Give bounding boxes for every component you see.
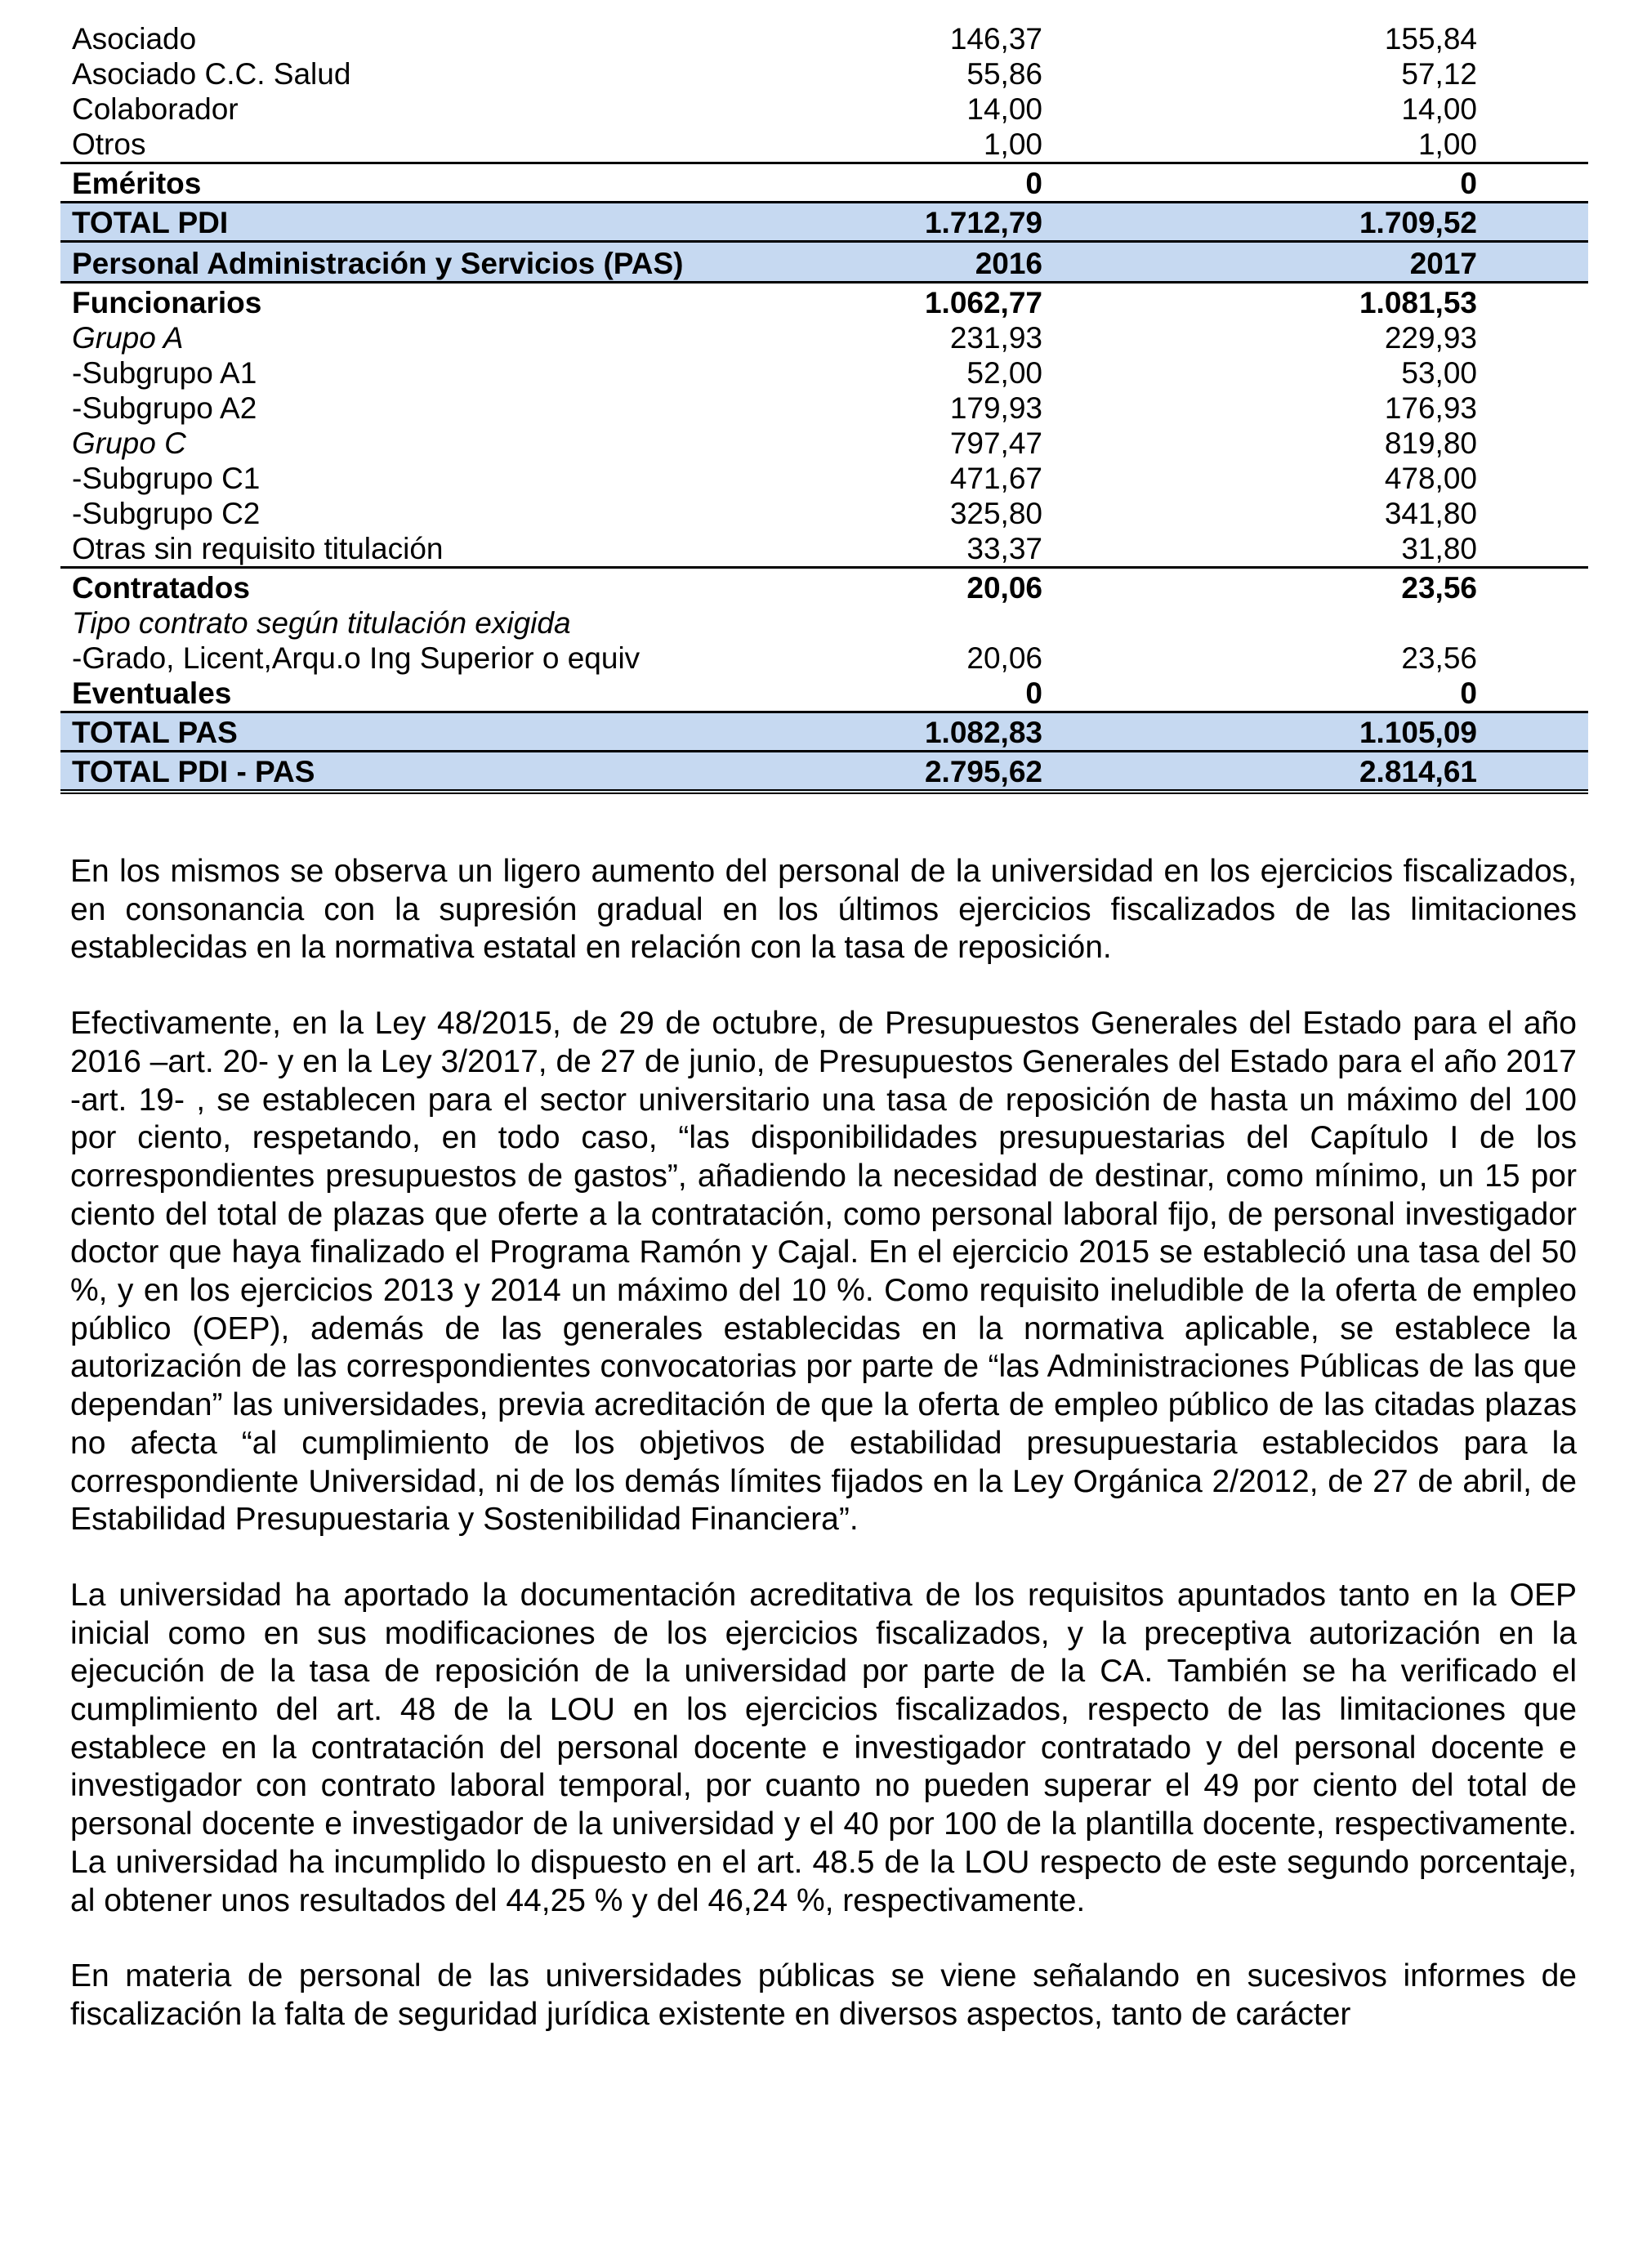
table-row bbox=[60, 426, 1588, 461]
row-label: TOTAL PDI bbox=[60, 203, 918, 242]
total-row-pdi bbox=[60, 203, 1588, 242]
value-2016: 0 bbox=[918, 163, 1147, 203]
value-2017: 819,80 bbox=[1384, 426, 1477, 460]
row-label: TOTAL PDI - PAS bbox=[60, 752, 918, 792]
table-row bbox=[60, 21, 1588, 56]
row-label: Otros bbox=[72, 127, 146, 161]
row-label: TOTAL PAS bbox=[60, 712, 918, 752]
table-row bbox=[60, 641, 1588, 676]
value-2016: 1.082,83 bbox=[918, 712, 1147, 752]
column-header-2016: 2016 bbox=[918, 242, 1147, 283]
value-2017: 1.105,09 bbox=[1147, 712, 1588, 752]
paragraph: Efectivamente, en la Ley 48/2015, de 29 de octubre, de Presupuestos Generales del Estado para el año 2016 –art. 20- y en la Ley 3/2017, de 27 de junio, de Presupuestos Generales del Estado para el año 2017 -art. 19- , se establecen para el sector universitario una tasa de reposición de hasta un máximo del 100 por ciento, respetando, en todo caso, “las disponibilidades presupuestarias del Capítulo I de los correspondientes presupuestos de gastos”, añadiendo la necesidad de destinar, como mínimo, un 15 por ciento del total de plazas que oferte a la contratación, como personal laboral fijo, de personal investigador doctor que haya finalizado el Programa Ramón y Cajal. En el ejercicio 2015 se estableció una tasa del 50 %, y en los ejercicios 2013 y 2014 un máximo del 10 %. Como requisito ineludible de la oferta de empleo público (OEP), además de las generales establecidas en la normativa aplicable, se establece la autorización de las correspondientes convocatorias por parte de “las Administraciones Públicas de las que dependan” las universidades, previa acreditación de que la oferta de empleo público de las citadas plazas no afecta “al cumplimiento de los objetivos de estabilidad presupuestaria establecidos para la correspondiente Universidad, ni de los demás límites fijados en la Ley Orgánica 2/2012, de 27 de abril, de Estabilidad Presupuestaria y Sostenibilidad Financiera”. bbox=[70, 1006, 1577, 1538]
row-label: Asociado C.C. Salud bbox=[72, 57, 351, 91]
value-2016: 2.795,62 bbox=[918, 752, 1147, 792]
row-label: -Subgrupo A1 bbox=[72, 356, 257, 390]
value-2017: 31,80 bbox=[1401, 532, 1477, 565]
value-2017: 155,84 bbox=[1384, 22, 1477, 56]
value-2017: 57,12 bbox=[1401, 57, 1477, 91]
body-text bbox=[70, 853, 1577, 2034]
value-2017: 341,80 bbox=[1384, 497, 1477, 530]
value-2016: 20,06 bbox=[918, 568, 1147, 606]
row-label: Funcionarios bbox=[60, 283, 918, 321]
value-2016: 471,67 bbox=[949, 462, 1042, 495]
value-2017: 1.709,52 bbox=[1147, 203, 1588, 242]
value-2017: 53,00 bbox=[1401, 356, 1477, 390]
row-label: Asociado bbox=[72, 22, 197, 56]
row-label: -Subgrupo C1 bbox=[72, 462, 261, 495]
row-label: Eméritos bbox=[60, 163, 918, 203]
row-label: -Subgrupo A2 bbox=[72, 391, 257, 425]
table-row bbox=[60, 56, 1588, 92]
value-2016: 146,37 bbox=[949, 22, 1042, 56]
value-2016: 52,00 bbox=[966, 356, 1042, 390]
table-row bbox=[60, 320, 1588, 355]
row-label: Grupo A bbox=[72, 321, 184, 355]
table-row bbox=[60, 605, 1588, 641]
table-row bbox=[60, 92, 1588, 127]
table-row bbox=[60, 461, 1588, 496]
value-2016: 55,86 bbox=[966, 57, 1042, 91]
row-label: -Subgrupo C2 bbox=[72, 497, 261, 530]
row-label: Grupo C bbox=[72, 426, 186, 460]
table-row bbox=[60, 496, 1588, 531]
value-2017: 0 bbox=[1460, 676, 1477, 710]
value-2016: 1.712,79 bbox=[918, 203, 1147, 242]
value-2016: 20,06 bbox=[966, 641, 1042, 675]
table-row-eventuales bbox=[60, 676, 1588, 712]
value-2017: 23,56 bbox=[1147, 568, 1588, 606]
value-2017: 478,00 bbox=[1384, 462, 1477, 495]
column-header-2017: 2017 bbox=[1147, 242, 1588, 283]
section-header-label: Personal Administración y Servicios (PAS) bbox=[60, 242, 918, 283]
value-2016: 325,80 bbox=[949, 497, 1042, 530]
row-label: Otras sin requisito titulación bbox=[72, 532, 444, 565]
paragraph: En materia de personal de las universidades públicas se viene señalando en sucesivos informes de fiscalización la falta de seguridad jurídica existente en diversos aspectos, tanto de carácter bbox=[70, 1958, 1577, 2032]
table-row bbox=[60, 127, 1588, 163]
paragraph: La universidad ha aportado la documentación acreditativa de los requisitos apuntados tanto en la OEP inicial como en sus modificaciones de los ejercicios fiscalizados, y la preceptiva autorización en la ejecución de la tasa de reposición de la universidad por parte de la CA. También se ha verificado el cumplimiento del art. 48 de la LOU en los ejercicios fiscalizados, respecto de las limitaciones que establece en la contratación del personal docente e investigador contratado y del personal docente e investigador con contrato laboral temporal, por cuanto no pueden superar el 49 por ciento del total de personal docente e investigador de la universidad y el 40 por 100 de la plantilla docente, respectivamente. La universidad ha incumplido lo dispuesto en el art. 48.5 de la LOU respecto de este segundo porcentaje, al obtener unos resultados del 44,25 % y del 46,24 %, respectivamente. bbox=[70, 1577, 1577, 1918]
value-2016: 179,93 bbox=[949, 391, 1042, 425]
value-2017: 2.814,61 bbox=[1147, 752, 1588, 792]
total-row-pdi-pas bbox=[60, 752, 1588, 792]
row-label: -Grado, Licent,Arqu.o Ing Superior o equiv bbox=[72, 641, 640, 675]
row-label: Tipo contrato según titulación exigida bbox=[72, 606, 571, 640]
value-2016: 1.062,77 bbox=[918, 283, 1147, 321]
row-label: Colaborador bbox=[72, 92, 239, 126]
value-2017: 176,93 bbox=[1384, 391, 1477, 425]
value-2016: 1,00 bbox=[983, 127, 1042, 161]
value-2016: 14,00 bbox=[966, 92, 1042, 126]
paragraph: En los mismos se observa un ligero aumento del personal de la universidad en los ejercicios fiscalizados, en consonancia con la supresión gradual en los últimos ejercicios fiscalizados de las limitaciones establecidas en la normativa estatal en relación con la tasa de reposición. bbox=[70, 854, 1577, 966]
value-2017 bbox=[1147, 605, 1588, 641]
subtotal-row-emeritos bbox=[60, 163, 1588, 203]
value-2017: 0 bbox=[1147, 163, 1588, 203]
value-2017: 1.081,53 bbox=[1147, 283, 1588, 321]
value-2017: 14,00 bbox=[1401, 92, 1477, 126]
value-2016: 797,47 bbox=[949, 426, 1042, 460]
value-2016: 0 bbox=[1025, 676, 1042, 710]
value-2017: 229,93 bbox=[1384, 321, 1477, 355]
staff-table bbox=[60, 21, 1588, 794]
value-2017: 23,56 bbox=[1401, 641, 1477, 675]
table-row bbox=[60, 531, 1588, 568]
total-row-pas bbox=[60, 712, 1588, 752]
subtotal-row-funcionarios bbox=[60, 283, 1588, 321]
table-row bbox=[60, 355, 1588, 391]
value-2017: 1,00 bbox=[1417, 127, 1477, 161]
subtotal-row-contratados bbox=[60, 568, 1588, 606]
table-row bbox=[60, 391, 1588, 426]
value-2016: 231,93 bbox=[949, 321, 1042, 355]
value-2016 bbox=[918, 605, 1147, 641]
row-label: Contratados bbox=[60, 568, 918, 606]
value-2016: 33,37 bbox=[966, 532, 1042, 565]
row-label: Eventuales bbox=[72, 676, 232, 710]
section-header-pas bbox=[60, 242, 1588, 283]
